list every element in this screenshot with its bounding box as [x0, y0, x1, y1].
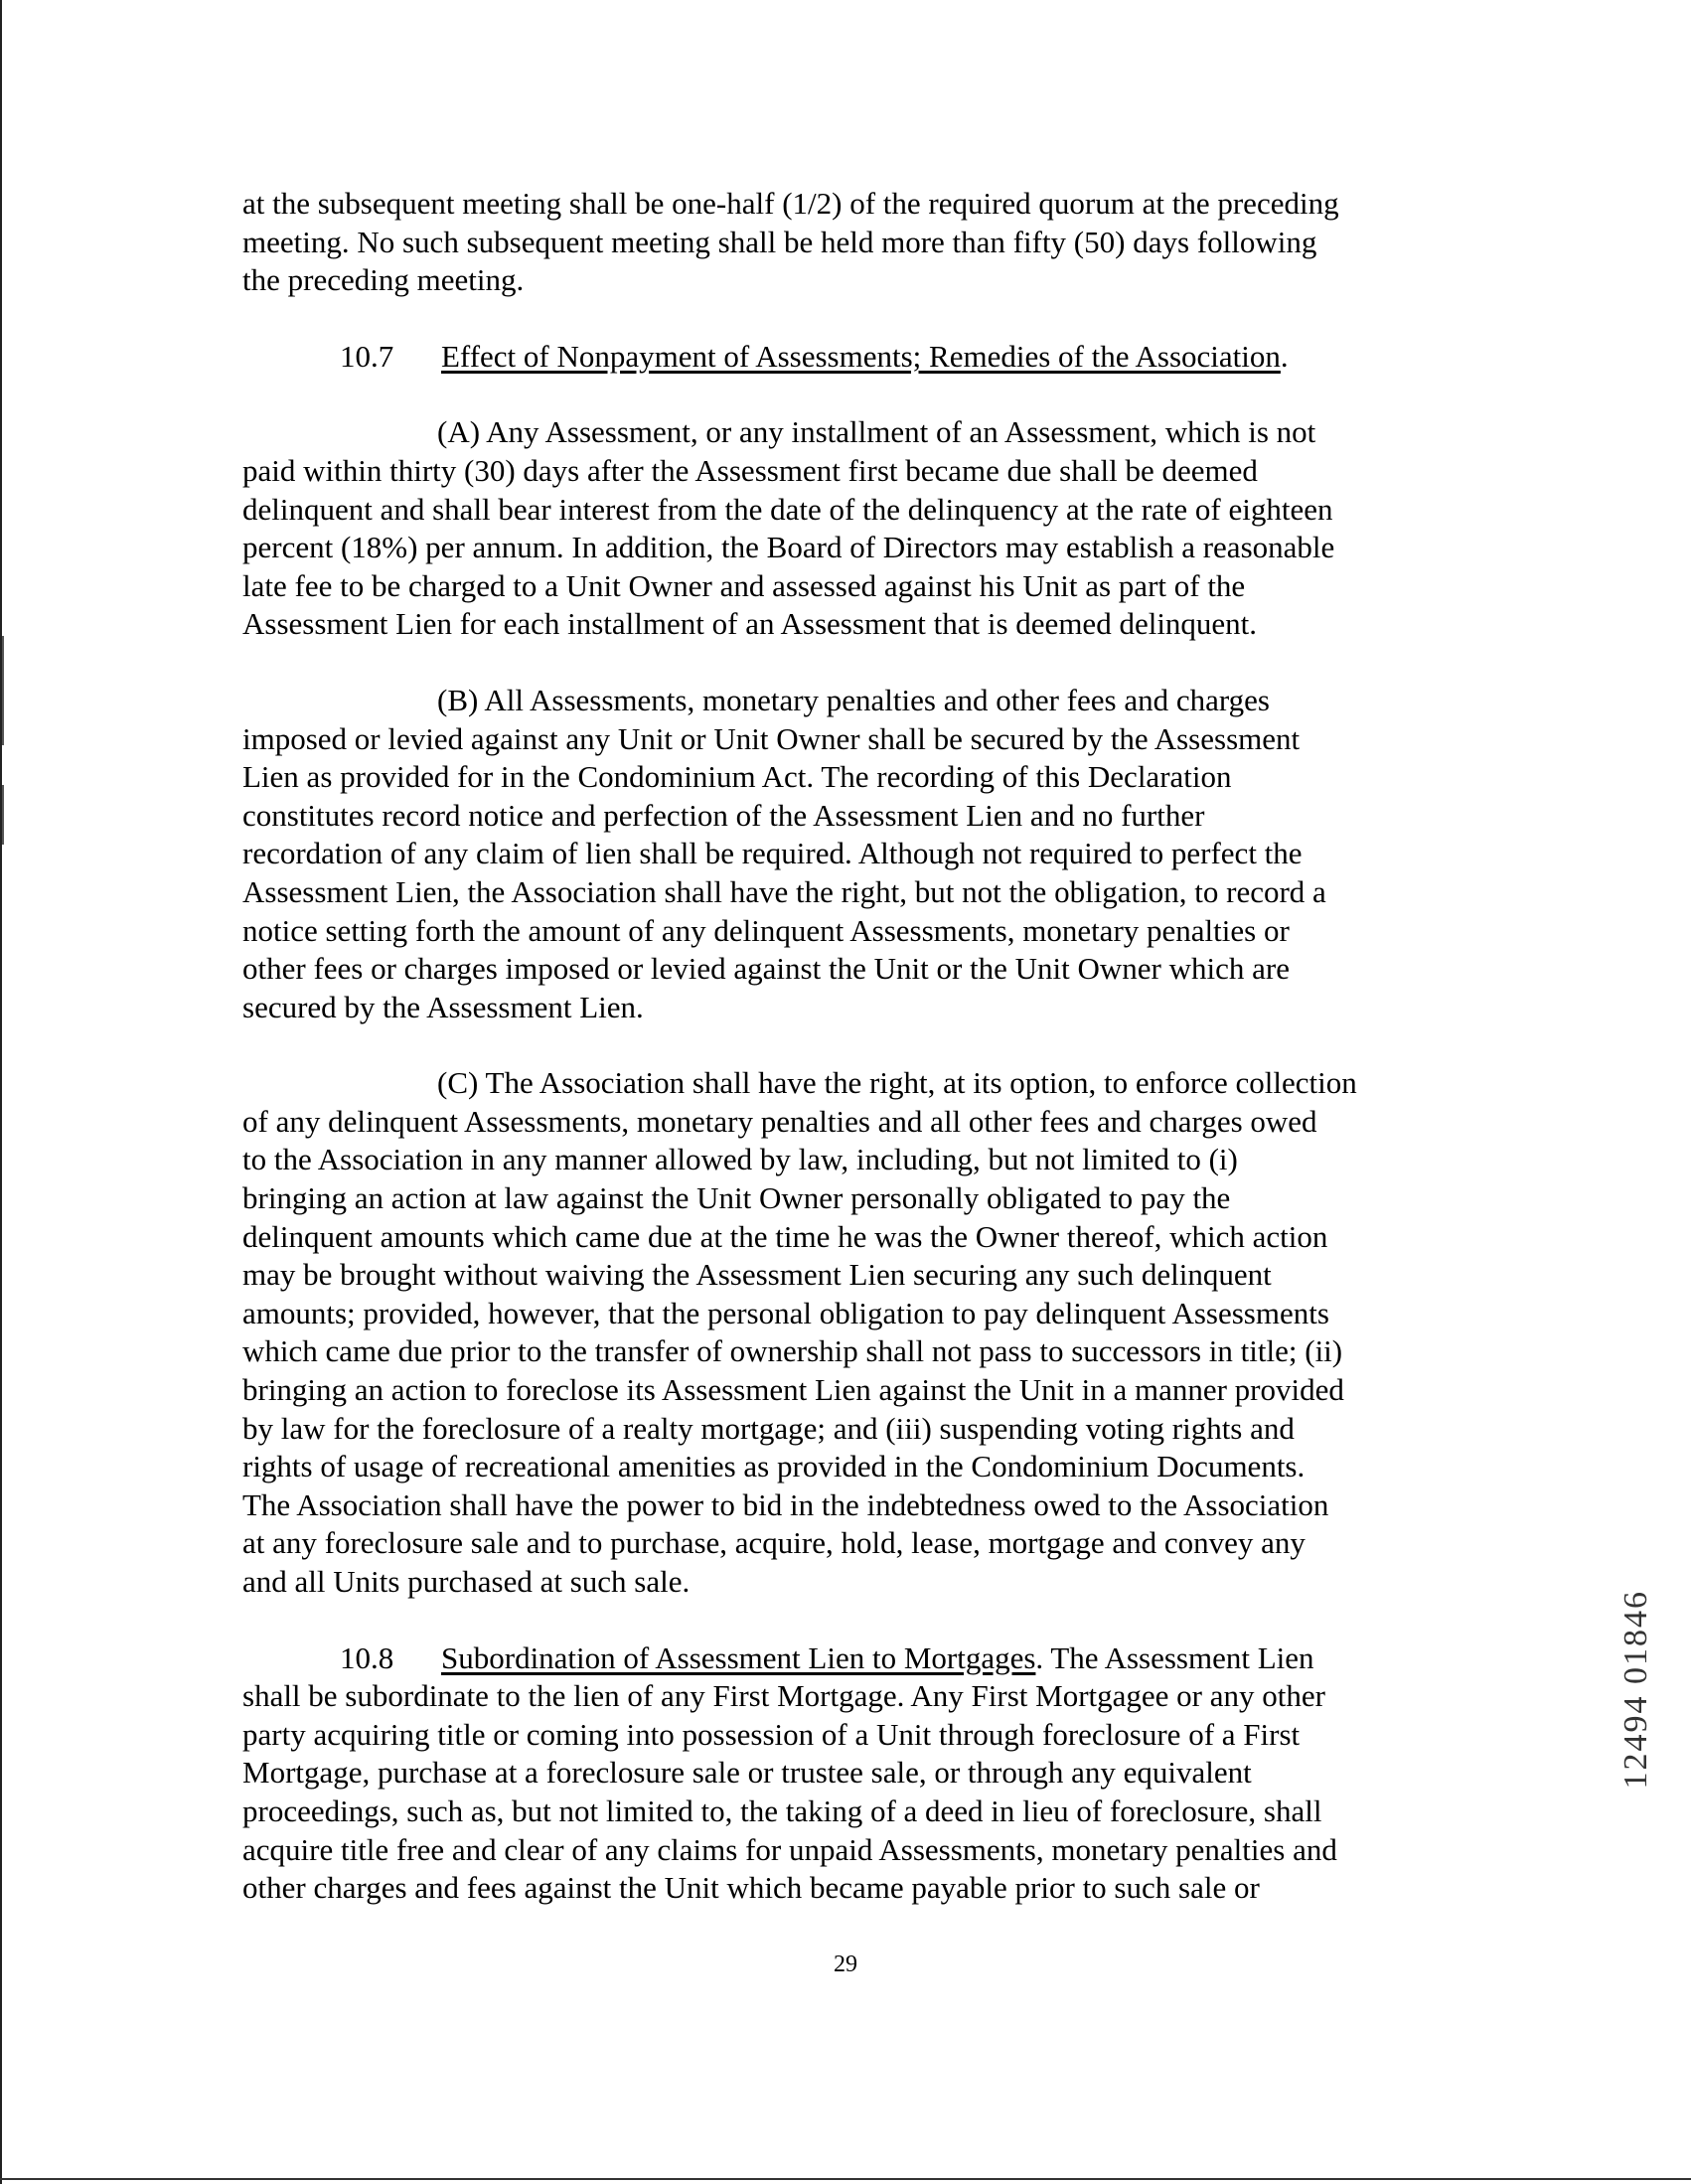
text-line: secured by the Assessment Lien. — [242, 989, 644, 1024]
text-line: to the Association in any manner allowed by law, including, but not limited to (i) — [242, 1142, 1238, 1177]
text-line: delinquent and shall bear interest from the date of the delinquency at the rate of eighteen — [242, 491, 1333, 527]
text-line: at any foreclosure sale and to purchase, acquire, hold, lease, mortgage and convey any — [242, 1525, 1306, 1561]
text-line: proceedings, such as, but not limited to, the taking of a deed in lieu of foreclosure, shall — [242, 1793, 1322, 1828]
text-line: party acquiring title or coming into possession of a Unit through foreclosure of a First — [242, 1716, 1301, 1752]
text-line: Assessment Lien, the Association shall have the right, but not the obligation, to record a — [242, 873, 1326, 909]
text-line: amounts; provided, however, that the personal obligation to pay delinquent Assessments — [242, 1295, 1329, 1330]
scan-artifact-mark — [2, 636, 4, 745]
section-heading-10-7: 10.7 Effect of Nonpayment of Assessments; Remedies of the Association. — [242, 338, 1445, 377]
text-line: other fees or charges imposed or levied against the Unit or the Unit Owner which are — [242, 951, 1290, 987]
text-line: recordation of any claim of lien shall be required. Although not required to perfect the — [242, 836, 1303, 871]
section-title: Subordination of Assessment Lien to Mortgages — [441, 1639, 1036, 1675]
text-line: imposed or levied against any Unit or Unit Owner shall be secured by the Assessment — [242, 720, 1301, 756]
text-line: of any delinquent Assessments, monetary penalties and all other fees and charges owed — [242, 1103, 1317, 1139]
text-line: (A) Any Assessment, or any installment of an Assessment, which is not — [437, 414, 1316, 450]
text-line: by law for the foreclosure of a realty mortgage; and (iii) suspending voting rights and — [242, 1410, 1295, 1446]
section-title: Effect of Nonpayment of Assessments; Remedies of the Association — [441, 338, 1281, 374]
text-line: bringing an action at law against the Unit Owner personally obligated to pay the — [242, 1180, 1231, 1216]
scan-left-edge — [0, 0, 2, 2184]
text-line: Mortgage, purchase at a foreclosure sale or trustee sale, or through any equivalent — [242, 1755, 1252, 1791]
text-line: the preceding meeting. — [242, 262, 525, 298]
text-line: bringing an action to foreclose its Assessment Lien against the Unit in a manner provided — [242, 1372, 1344, 1408]
text-line: other charges and fees against the Unit which became payable prior to such sale or — [242, 1870, 1260, 1906]
text-line: paid within thirty (30) days after the Assessment first became due shall be deemed — [242, 452, 1258, 488]
text-line: (C) The Association shall have the right, at its option, to enforce collection — [437, 1065, 1357, 1101]
section-heading-10-8: 10.8 Subordination of Assessment Lien to Mortgages. The Assessment Lien — [242, 1639, 1445, 1678]
text-line: notice setting forth the amount of any delinquent Assessments, monetary penalties or — [242, 912, 1290, 948]
text-line: which came due prior to the transfer of ownership shall not pass to successors in title; (ii) — [242, 1333, 1343, 1369]
recording-stamp: 12494 01846 — [1617, 1590, 1654, 1790]
text-line: constitutes record notice and perfection of the Assessment Lien and no further — [242, 797, 1205, 833]
text-line: delinquent amounts which came due at the time he was the Owner thereof, which action — [242, 1218, 1328, 1254]
text-line: Assessment Lien for each installment of an Assessment that is deemed delinquent. — [242, 606, 1258, 642]
section-number: 10.7 — [340, 338, 394, 374]
text-line: at the subsequent meeting shall be one-half (1/2) of the required quorum at the preceding — [242, 186, 1339, 221]
section-number: 10.8 — [340, 1639, 394, 1675]
text-line: meeting. No such subsequent meeting shall be held more than fifty (50) days following — [242, 224, 1317, 259]
text-line: and all Units purchased at such sale. — [242, 1564, 691, 1599]
scan-bottom-edge — [0, 2178, 1691, 2180]
text-line: Lien as provided for in the Condominium Act. The recording of this Declaration — [242, 759, 1232, 795]
scan-artifact-mark — [2, 785, 4, 845]
text-line: (B) All Assessments, monetary penalties and other fees and charges — [437, 682, 1270, 717]
text-line: acquire title free and clear of any claims for unpaid Assessments, monetary penalties and — [242, 1831, 1337, 1867]
text-line: rights of usage of recreational amenities as provided in the Condominium Documents. — [242, 1449, 1306, 1484]
page-number: 29 — [834, 1951, 857, 1977]
text-line: may be brought without waiving the Assessment Lien securing any such delinquent — [242, 1257, 1272, 1293]
text-line: late fee to be charged to a Unit Owner and assessed against his Unit as part of the — [242, 567, 1246, 603]
document-body — [242, 185, 1445, 1908]
text-line: percent (18%) per annum. In addition, the Board of Directors may establish a reasonable — [242, 530, 1335, 565]
text-line: The Association shall have the power to bid in the indebtedness owed to the Association — [242, 1486, 1329, 1522]
text-line: shall be subordinate to the lien of any First Mortgage. Any First Mortgagee or any other — [242, 1678, 1325, 1714]
